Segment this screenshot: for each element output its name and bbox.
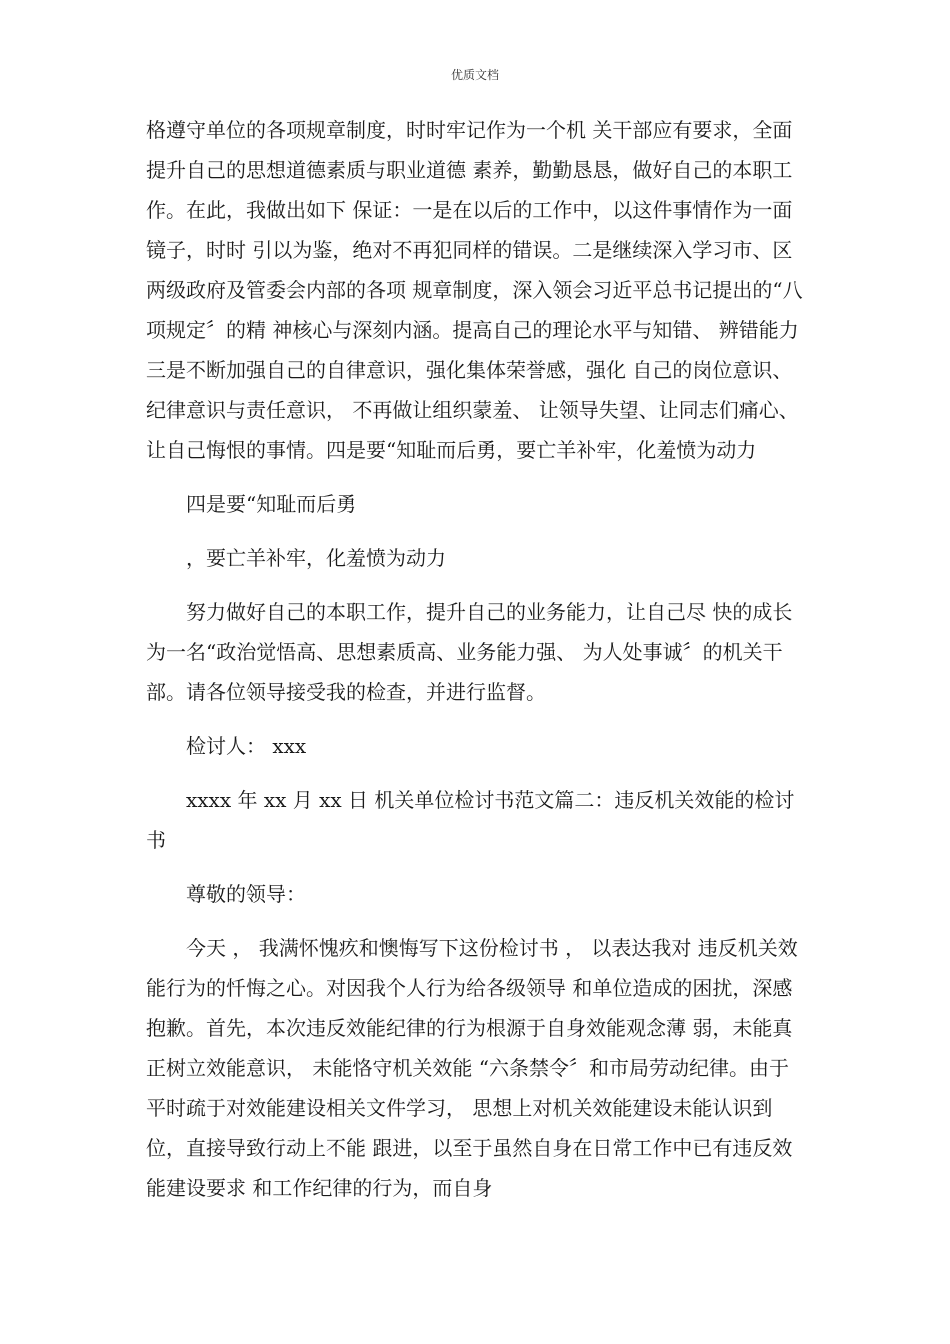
paragraph-closing-commitment: 努力做好自己的本职工作，提升自己的业务能力，让自己尽 快的成长为一名“政治觉悟高、思想素质高、业务能力强、 为人处事诚〞的机关干部。请各位领导接受我的检查，并进行监督。 bbox=[146, 600, 793, 704]
paragraph-fourth-point-continued: ，要亡羊补牢，化羞愤为动力 bbox=[186, 546, 446, 570]
paragraph-second-letter-body: 今天 ， 我满怀愧疚和懊悔写下这份检讨书 ， 以表达我对 违反机关效能行为的忏悔之心。对因我个人行为给各级领导 和单位造成的困扰，深感抱歉。首先，本次违反效能纪律的行为根源于自身效能观念薄 弱，未能真正树立效能意识， 未能恪守机关效能 “六条禁令〞和市局劳动纪律。由于平时疏于对效能建设相关文件学习， 思想上对机关效能建设未能认识到位，直接导致行动上不能 跟进，以至于虽然自身在日常工作中已有违反效能建设要求 和工作纪律的行为，而自身 bbox=[146, 936, 798, 1200]
page-header: 优质文档 bbox=[450, 68, 499, 82]
document-body bbox=[146, 110, 806, 1208]
date-and-second-title: xxxx 年 xx 月 xx 日 机关单位检讨书范文篇二：违反机关效能的检讨书 bbox=[146, 788, 795, 852]
paragraph-fourth-point: 四是要“知耻而后勇 bbox=[186, 492, 357, 516]
paragraph-pledge: 格遵守单位的各项规章制度，时时牢记作为一个机 关干部应有要求，全面提升自己的思想道德素质与职业道德 素养，勤勤恳恳，做好自己的本职工作。在此，我做出如下 保证：一是在以后的工作中，以这件事情作为一面镜子，时时 引以为鉴，绝对不再犯同样的错误。二是继续深入学习市、区两级政府及管委会内部的各项 规章制度，深入领会习近平总书记提出的“八项规定〞的精 神核心与深刻内涵。提高自己的理论水平与知错、 辨错能力三是不断加强自己的自律意识，强化集体荣誉感，强化 自己的岗位意识、纪律意识与责任意识， 不再做让组织蒙羞、 让领导失望、让同志们痛心、让自己悔恨的事情。四是要“知耻而后勇，要亡羊补牢，化羞愤为动力 bbox=[146, 118, 803, 462]
salutation: 尊敬的领导： bbox=[186, 882, 306, 906]
signature-line: 检讨人： xxx bbox=[186, 734, 307, 758]
